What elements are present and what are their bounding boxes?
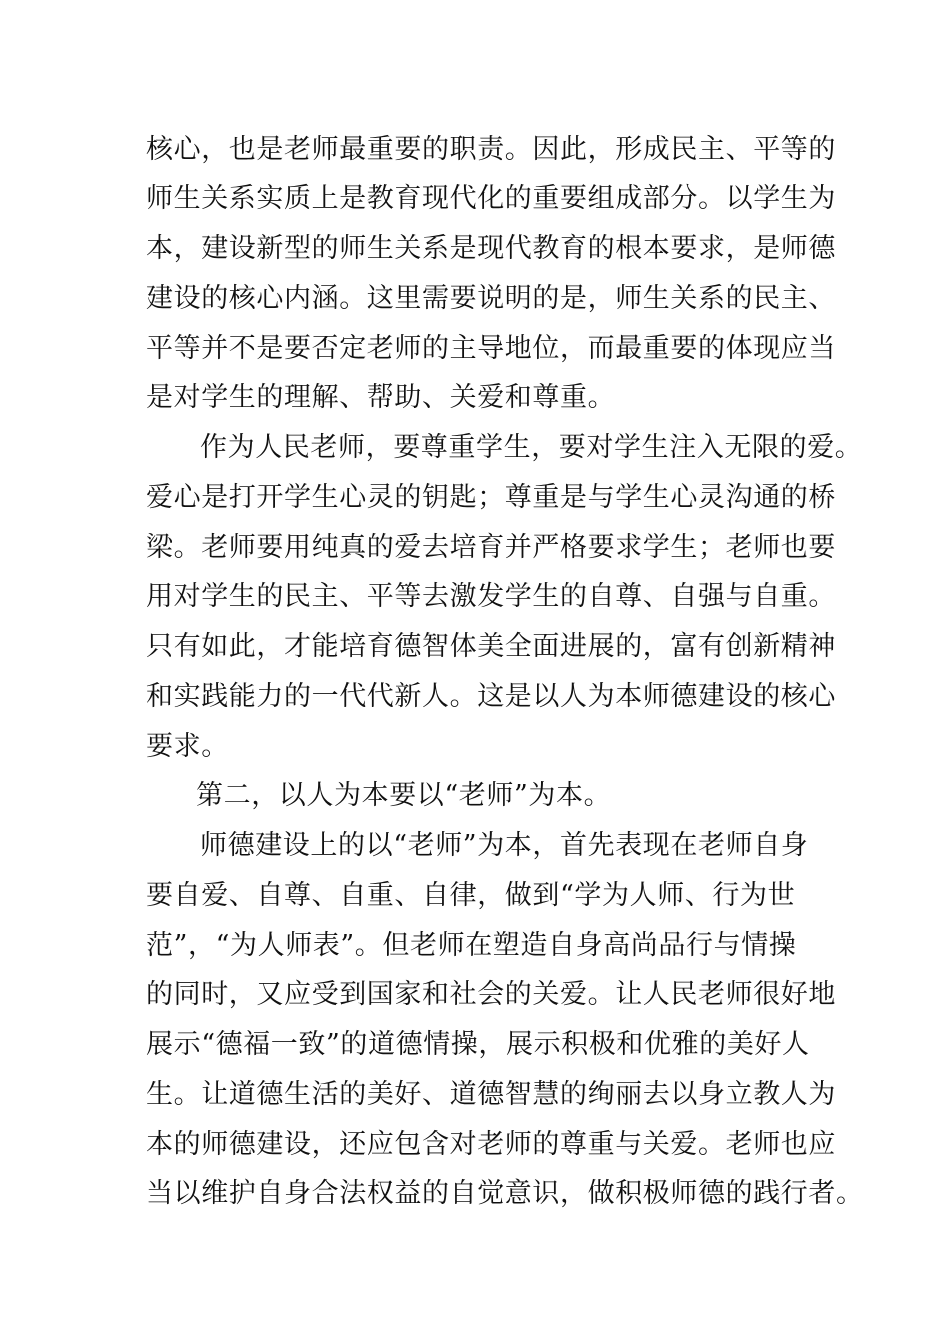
section-heading: 第二，以人为本要以“老师”为本。 [196, 780, 612, 811]
text-line: 本，建设新型的师生关系是现代教育的根本要求，是师德 [146, 233, 836, 264]
text-line: 爱心是打开学生心灵的钥匙；尊重是与学生心灵沟通的桥 [146, 482, 836, 513]
text-line: 用对学生的民主、平等去激发学生的自尊、自强与自重。 [146, 581, 836, 612]
text-line: 是对学生的理解、帮助、关爱和尊重。 [146, 382, 616, 413]
text-line: 要求。 [146, 731, 229, 762]
text-line: 和实践能力的一代代新人。这是以人为本师德建设的核心 [146, 681, 836, 712]
paragraph-first-line: 师德建设上的以“老师”为本，首先表现在老师自身 [200, 830, 809, 861]
text-line: 师生关系实质上是教育现代化的重要组成部分。以学生为 [146, 183, 836, 214]
text-line: 的同时，又应受到国家和社会的关爱。让人民老师很好地 [146, 979, 836, 1010]
text-line: 平等并不是要否定老师的主导地位，而最重要的体现应当 [146, 333, 836, 364]
text-line: 本的师德建设，还应包含对老师的尊重与关爱。老师也应 [146, 1129, 836, 1160]
text-line: 梁。老师要用纯真的爱去培育并严格要求学生；老师也要 [146, 532, 836, 563]
text-line: 当以维护自身合法权益的自觉意识，做积极师德的践行者。 [146, 1178, 864, 1209]
paragraph-first-line: 作为人民老师，要尊重学生，要对学生注入无限的爱。 [200, 432, 863, 463]
text-line: 范”，“为人师表”。但老师在塑造自身高尚品行与情操 [146, 930, 797, 961]
text-line: 展示“德福一致”的道德情操，展示积极和优雅的美好人 [146, 1029, 810, 1060]
text-line: 建设的核心内涵。这里需要说明的是，师生关系的民主、 [146, 283, 836, 314]
text-line: 要自爱、自尊、自重、自律，做到“学为人师、行为世 [146, 880, 796, 911]
text-line: 生。让道德生活的美好、道德智慧的绚丽去以身立教人为 [146, 1079, 836, 1110]
text-line: 核心，也是老师最重要的职责。因此，形成民主、平等的 [146, 134, 836, 165]
text-line: 只有如此，才能培育德智体美全面进展的，富有创新精神 [146, 631, 836, 662]
